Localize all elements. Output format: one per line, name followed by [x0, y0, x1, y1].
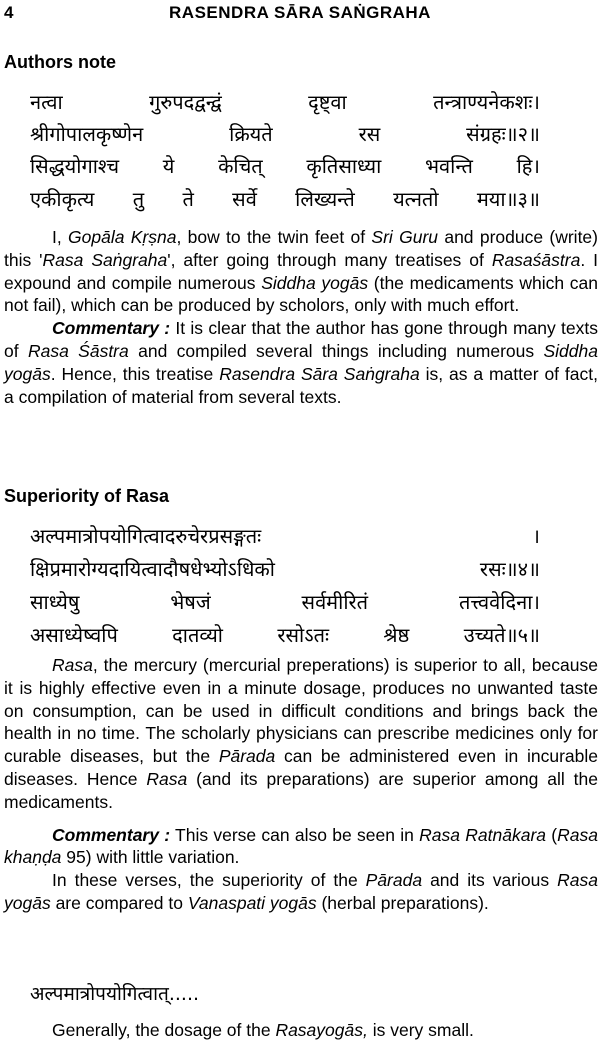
verse-word: असाध्येष्वपि: [30, 622, 118, 647]
verse-word: हि।: [516, 153, 540, 178]
verse-line: [30, 148, 540, 182]
translation-block: [4, 654, 598, 915]
verse-word: ते: [182, 186, 194, 211]
verse-word: ।: [532, 523, 540, 548]
verse-word: श्रेष्ठ: [383, 622, 410, 647]
commentary-label: Commentary :: [52, 318, 171, 339]
paragraph: Generally, the dosage of the Rasayogās, is very small.: [52, 1020, 474, 1040]
paragraph: Rasa, the mercury (mercurial preperations) is superior to all, because it is highly effective even in a minute dosage, produces no unwanted taste on consumption, can be used in difficult conditions and brings back the health in no time. The scholarly physicians can prescribe medicines only for curable diseases, but the Pārada can be administered even in incurable diseases. Hence Rasa (and its preparations) are superior among all the medicaments.: [4, 655, 598, 812]
verse-line: [30, 116, 540, 150]
verse-word: तन्त्राण्यनेकशः।: [433, 89, 540, 114]
verse-word: एकीकृत्य: [30, 186, 95, 211]
verse-word: रसोऽतः: [277, 622, 330, 647]
paragraph: In these verses, the superiority of the Pārada and its various Rasa yogās are compared to Vanaspati yogās (herbal preparations).: [4, 870, 598, 913]
commentary-label: Commentary :: [52, 824, 171, 845]
verse-line: [30, 181, 540, 215]
verse-word: तत्त्ववेदिना।: [458, 589, 540, 614]
verse-word: श्रीगोपालकृष्णेन: [30, 121, 144, 146]
section-heading-authors-note: Authors note: [4, 52, 116, 72]
verse-word: यत्नतो: [393, 186, 439, 211]
verse-word: सिद्धयोगाश्च: [30, 153, 120, 178]
verse-word: गुरुपदद्वन्द्वं: [149, 89, 222, 114]
verse-word: नत्वा: [30, 89, 63, 114]
verse-line: [30, 84, 540, 118]
translation-block: [4, 226, 598, 408]
verse-word: सर्वे: [232, 186, 257, 211]
verse-word: ये: [162, 153, 175, 178]
paragraph: I, Gopāla Kṛṣna, bow to the twin feet of Sri Guru and produce (write) this 'Rasa Saṅgraha', after going through many treatises of Rasaśāstra. I expound and compile numerous Siddha yogās (the medicaments which can not fail), which can be produced by scholors, only with much effort.: [4, 227, 599, 316]
verse-word: संग्रहः॥२॥: [466, 121, 540, 146]
verse-word: क्रियते: [229, 121, 273, 146]
verse-line: [30, 551, 540, 585]
verse-word: तु: [132, 186, 145, 211]
verse-line: [30, 518, 540, 552]
page-number: 4: [4, 3, 14, 22]
verse-word: अल्पमात्रोपयोगित्वादरुचेरप्रसङ्गतः: [30, 523, 262, 548]
verse-line: [30, 584, 540, 618]
verse-word: मया॥३॥: [476, 186, 540, 211]
verse-word: साध्येषु: [30, 589, 80, 614]
verse-word: भेषजं: [170, 589, 211, 614]
verse-word: भवन्ति: [425, 153, 473, 178]
verse-word: दातव्यो: [172, 622, 223, 647]
commentary-paragraph: Commentary : It is clear that the author has gone through many texts of Rasa Śāstra and compiled several things including numerous Siddha yogās. Hence, this treatise Rasendra Sāra Saṅgraha is, as a matter of fact, a compilation of material from several texts.: [4, 318, 598, 407]
verse-word: केचित्: [218, 153, 263, 178]
section-heading-superiority: Superiority of Rasa: [4, 486, 170, 506]
book-title: RASENDRA SĀRA SAṄGRAHA: [169, 3, 431, 22]
verse-word: लिख्यन्ते: [295, 186, 355, 211]
sanskrit-quote: अल्पमात्रोपयोगित्वात्.....: [30, 983, 200, 1005]
verse-word: क्षिप्रमारोग्यदायित्वादौषधेभ्योऽधिको: [30, 556, 275, 581]
verse-word: उच्यते॥५॥: [463, 622, 540, 647]
commentary-paragraph: Commentary : This verse can also be seen in Rasa Ratnākara (Rasa khaṇḍa 95) with little variation.: [4, 824, 598, 868]
running-header: [0, 3, 600, 25]
verse-line: [30, 617, 540, 651]
verse-word: दृष्ट्वा: [308, 89, 347, 114]
verse-word: कृतिसाध्या: [306, 153, 382, 178]
verse-word: रस: [358, 121, 381, 146]
verse-word: रसः॥४॥: [479, 556, 540, 581]
verse-word: सर्वमीरितं: [301, 589, 369, 614]
